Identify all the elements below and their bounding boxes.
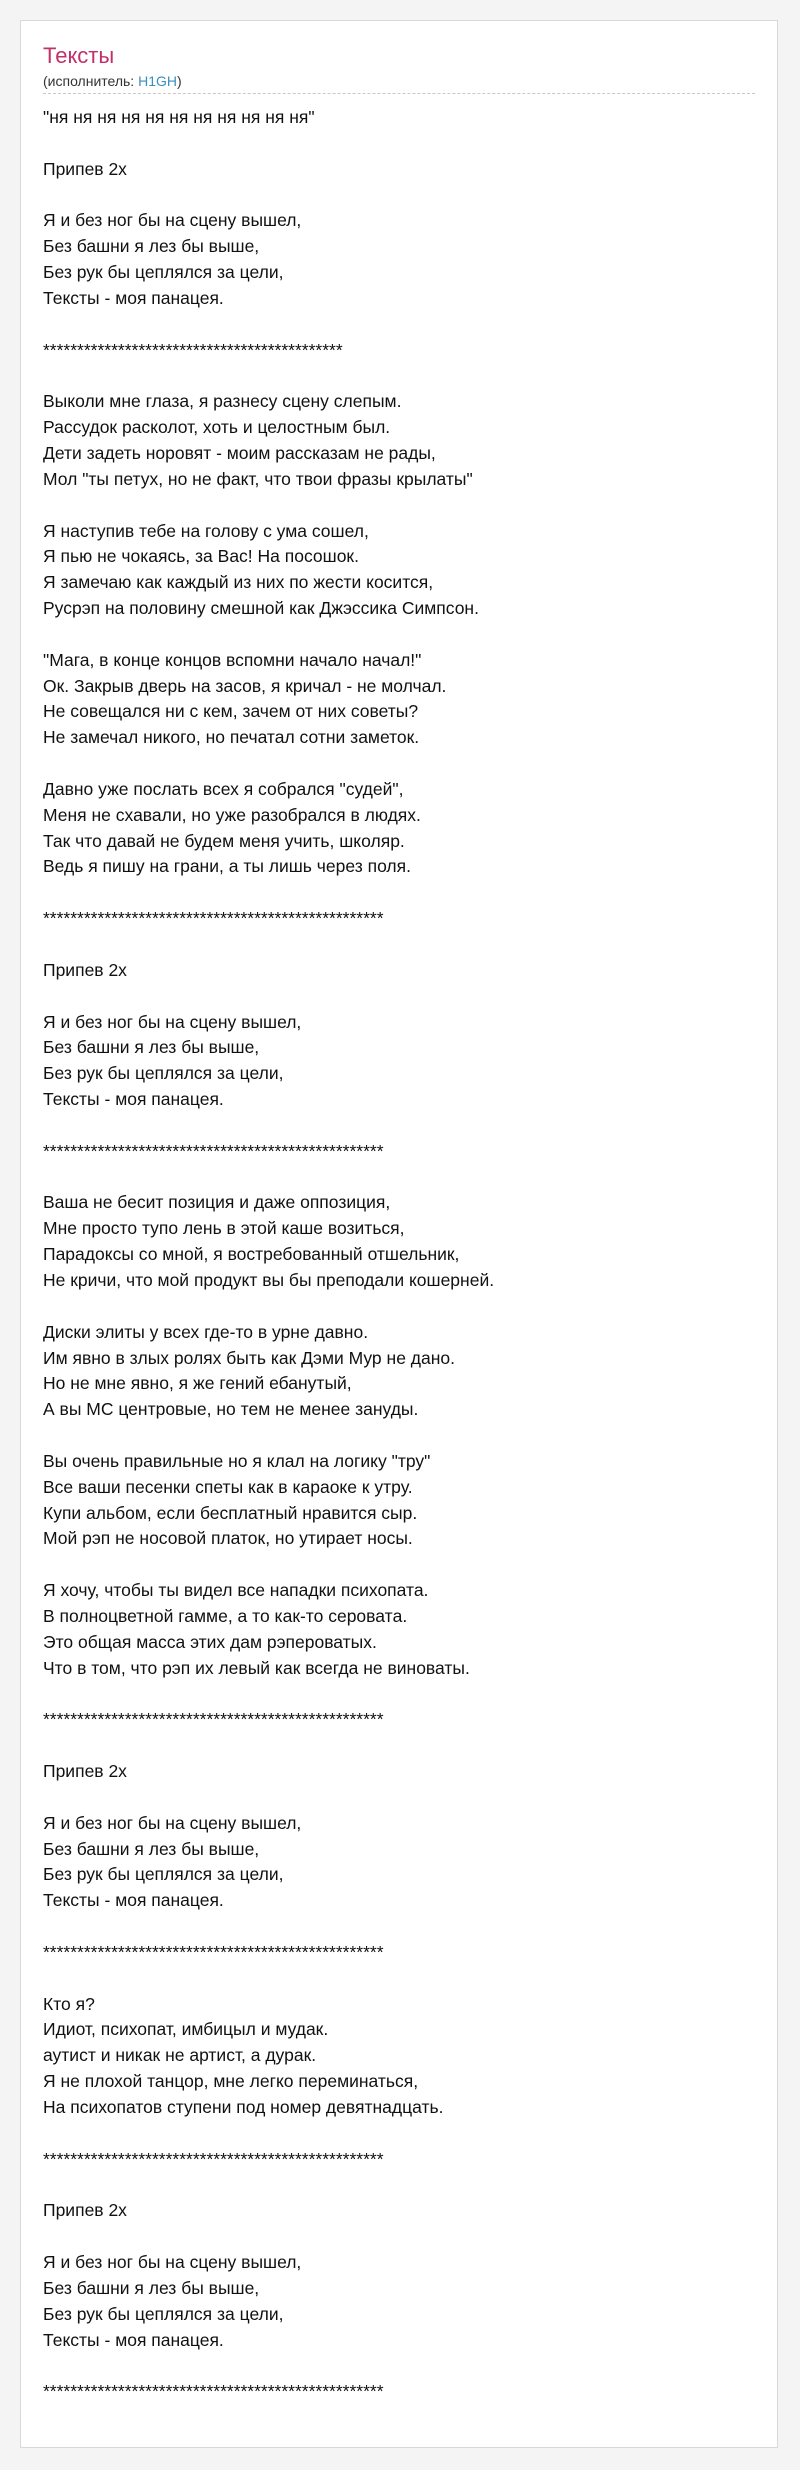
lyrics-line: Не замечал никого, но печатал сотни заметок.: [43, 727, 420, 748]
lyrics-line: Я и без ног бы на сцену вышел,: [43, 2252, 302, 2273]
performer-link[interactable]: H1GH: [138, 73, 177, 89]
lyrics-line: Рассудок расколот, хоть и целостным был.: [43, 417, 391, 438]
lyrics-line: Ваша не бесит позиция и даже оппозиция,: [43, 1192, 391, 1213]
lyrics-line: Диски элиты у всех где-то в урне давно.: [43, 1321, 369, 1342]
lyrics-line: Я не плохой танцор, мне легко переминаться,: [43, 2071, 419, 2092]
lyrics-line: Припев 2x: [43, 1761, 127, 1781]
lyrics-line: Я и без ног бы на сцену вышел,: [43, 210, 302, 231]
lyrics-line: Я наступив тебе на голову с ума сошел,: [43, 520, 369, 541]
lyrics-line: **************************************************: [43, 908, 384, 929]
lyrics-line: Так что давай не будем меня учить, школяр.: [43, 830, 405, 851]
lyrics-line: Мой рэп не носовой платок, но утирает носы.: [43, 1528, 413, 1549]
lyrics-line: [43, 1552, 755, 1578]
lyrics-line: [43, 1113, 755, 1139]
lyrics-line: [43, 622, 755, 648]
lyrics-line: Ок. Закрыв дверь на засов, я кричал - не молчал.: [43, 675, 447, 696]
lyrics-line: Кто я?: [43, 1993, 95, 2014]
lyrics-line: Мне просто тупо лень в этой каше возиться,: [43, 1218, 405, 1239]
lyrics-line: Дети задеть норовят - моим рассказам не рады,: [43, 442, 436, 463]
lyrics-line: Русрэп на половину смешной как Джэссика Симпсон.: [43, 598, 479, 619]
lyrics-line: Тексты - моя панацея.: [43, 2329, 224, 2350]
lyrics-line: Припев 2x: [43, 959, 127, 980]
lyrics-line: [43, 131, 755, 157]
lyrics-line: В полноцветной гамме, а то как-то сероватa.: [43, 1605, 408, 1626]
lyrics-line: А вы МС центровые, но тем не менее зануды.: [43, 1399, 419, 1420]
lyrics-line: аутист и никак не артист, а дурак.: [43, 2045, 317, 2066]
lyrics-line: Купи альбом, если бесплатный нравится сыр.: [43, 1502, 418, 1523]
lyrics-line: Ведь я пишу на грани, а ты лишь через поля.: [43, 856, 411, 877]
lyrics-line: **************************************************: [43, 2148, 384, 2169]
lyrics-line: Я пью не чокаясь, за Вас! На посошок.: [43, 546, 359, 567]
lyrics-line: **************************************************: [43, 1709, 384, 1730]
lyrics-line: Все ваши песенки спеты как в караоке к утру.: [43, 1476, 413, 1497]
lyrics-line: Не совещался ни с кем, зачем от них советы?: [43, 701, 419, 722]
lyrics-line: [43, 1914, 755, 1940]
lyrics-line: [43, 751, 755, 777]
lyrics-line: Без башни я лез бы выше,: [43, 2277, 260, 2298]
lyrics-line: Без рук бы цеплялся за цели,: [43, 262, 284, 283]
lyrics-line: [43, 2224, 755, 2250]
lyrics-line: Тексты - моя панацея.: [43, 1089, 224, 1110]
lyrics-line: Я замечаю как каждый из них по жести косится,: [43, 572, 434, 593]
lyrics-line: Без башни я лез бы выше,: [43, 1037, 260, 1058]
lyrics-line: [43, 1681, 755, 1707]
lyrics-line: Им явно в злых ролях быть как Дэми Мур не дано.: [43, 1347, 455, 1368]
lyrics-line: Что в том, что рэп их левый как всегда не виноваты.: [43, 1657, 470, 1678]
lyrics-line: **************************************************: [43, 2381, 384, 2402]
lyrics-line: Без башни я лез бы выше,: [43, 236, 260, 257]
lyrics-line: Выколи мне глаза, я разнесу сцену слепым.: [43, 391, 402, 412]
lyrics-line: Не кричи, что мой продукт вы бы преподали кошерней.: [43, 1269, 495, 1290]
lyrics-line: "Мага, в конце концов вспомни начало начал!": [43, 649, 422, 670]
lyrics-line: Давно уже послать всех я собрался "судей",: [43, 778, 404, 799]
lyrics-card: [20, 20, 778, 2448]
header-divider: [43, 93, 755, 94]
lyrics-line: [43, 363, 755, 389]
lyrics-line: Но не мне явно, я же гений ебанутый,: [43, 1373, 352, 1394]
lyrics-line: [43, 932, 755, 958]
performer-line: [43, 73, 755, 89]
lyrics-line: Без рук бы цеплялся за цели,: [43, 1063, 284, 1084]
header: [43, 43, 755, 89]
lyrics-line: Тексты - моя панацея.: [43, 1890, 224, 1911]
lyrics-line: [43, 183, 755, 209]
lyrics-line: [43, 880, 755, 906]
page-title: Тексты: [43, 43, 115, 68]
lyrics-line: **************************************************: [43, 1941, 384, 1962]
lyrics-line: **************************************************: [43, 1140, 384, 1161]
performer-suffix: ): [177, 73, 182, 89]
lyrics-line: [43, 493, 755, 519]
lyrics-text: [43, 105, 755, 2405]
performer-prefix: (исполнитель:: [43, 73, 139, 89]
lyrics-line: [43, 1423, 755, 1449]
lyrics-line: Я и без ног бы на сцену вышел,: [43, 1812, 302, 1833]
lyrics-line: [43, 2121, 755, 2147]
lyrics-line: [43, 1294, 755, 1320]
lyrics-line: Припев 2x: [43, 2200, 127, 2221]
lyrics-line: На психопатов ступени под номер девятнадцать.: [43, 2096, 444, 2117]
lyrics-line: [43, 984, 755, 1010]
lyrics-line: [43, 312, 755, 338]
lyrics-line: Без рук бы цеплялся за цели,: [43, 1864, 284, 1885]
lyrics-line: Тексты - моя панацея.: [43, 287, 224, 308]
lyrics-line: Мол "ты петух, но не факт, что твои фразы крылаты": [43, 468, 473, 489]
lyrics-line: Меня не схавали, но уже разобрался в людях.: [43, 804, 421, 825]
lyrics-line: Вы очень правильные но я клал на логику "тру": [43, 1450, 431, 1471]
lyrics-line: [43, 2173, 755, 2199]
lyrics-line: Я и без ног бы на сцену вышел,: [43, 1011, 302, 1032]
lyrics-line: Я хочу, чтобы ты видел все нападки психопата.: [43, 1580, 429, 1601]
lyrics-line: [43, 1785, 755, 1811]
lyrics-line: [43, 1966, 755, 1992]
lyrics-line: [43, 2353, 755, 2379]
lyrics-line: Парадоксы со мной, я востребованный отшельник,: [43, 1244, 460, 1265]
lyrics-line: Без башни я лез бы выше,: [43, 1838, 260, 1859]
lyrics-line: [43, 1733, 755, 1759]
lyrics-line: ********************************************: [43, 339, 343, 360]
lyrics-line: Идиот, психопат, имбицыл и мудак.: [43, 2019, 329, 2040]
lyrics-line: Припев 2x: [43, 158, 127, 179]
lyrics-line: Без рук бы цеплялся за цели,: [43, 2303, 284, 2324]
lyrics-line: [43, 1165, 755, 1191]
lyrics-line: Это общая масса этих дам рэпероватых.: [43, 1631, 377, 1652]
lyrics-line: "ня ня ня ня ня ня ня ня ня ня ня": [43, 107, 315, 127]
